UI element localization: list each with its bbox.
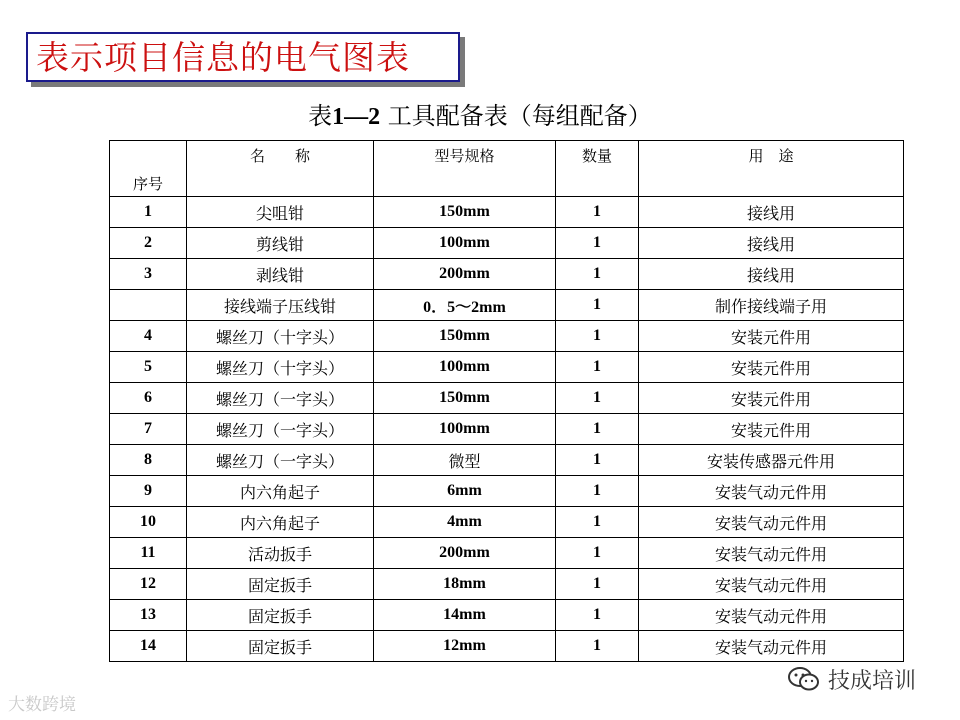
cell-no: 10 bbox=[110, 507, 187, 538]
table-caption-number: 1—2 bbox=[332, 104, 381, 130]
cell-no: 11 bbox=[110, 538, 187, 569]
header-no: 序号 bbox=[110, 141, 187, 197]
watermark-right-text: 技成培训 bbox=[828, 668, 917, 694]
cell-no: 1 bbox=[110, 197, 187, 228]
cell-use: 安装元件用 bbox=[639, 383, 904, 414]
cell-qty: 1 bbox=[556, 569, 639, 600]
cell-qty: 1 bbox=[556, 414, 639, 445]
cell-qty: 1 bbox=[556, 290, 639, 321]
cell-use: 安装传感器元件用 bbox=[639, 445, 904, 476]
cell-qty: 1 bbox=[556, 352, 639, 383]
table-caption bbox=[0, 100, 960, 133]
cell-use: 接线用 bbox=[639, 228, 904, 259]
cell-no: 5 bbox=[110, 352, 187, 383]
cell-no: 9 bbox=[110, 476, 187, 507]
table-row bbox=[110, 228, 904, 259]
watermark-left: 大数跨境 bbox=[8, 695, 76, 715]
table-row bbox=[110, 259, 904, 290]
cell-qty: 1 bbox=[556, 476, 639, 507]
cell-use: 接线用 bbox=[639, 197, 904, 228]
cell-name: 剥线钳 bbox=[187, 259, 374, 290]
table-row bbox=[110, 383, 904, 414]
cell-spec: 微型 bbox=[374, 445, 556, 476]
cell-spec: 100mm bbox=[374, 352, 556, 383]
cell-qty: 1 bbox=[556, 259, 639, 290]
header-qty: 数量 bbox=[556, 141, 639, 197]
cell-spec: 14mm bbox=[374, 600, 556, 631]
watermark-right bbox=[786, 664, 916, 694]
cell-spec: 150mm bbox=[374, 383, 556, 414]
cell-name: 螺丝刀（一字头） bbox=[187, 445, 374, 476]
table-row bbox=[110, 197, 904, 228]
cell-use: 安装元件用 bbox=[639, 414, 904, 445]
table-row bbox=[110, 414, 904, 445]
tools-table bbox=[109, 140, 904, 662]
cell-name: 内六角起子 bbox=[187, 507, 374, 538]
cell-name: 螺丝刀（十字头） bbox=[187, 352, 374, 383]
table-row bbox=[110, 600, 904, 631]
header-use: 用 途 bbox=[639, 141, 904, 197]
cell-name: 螺丝刀（十字头） bbox=[187, 321, 374, 352]
cell-name: 螺丝刀（一字头） bbox=[187, 414, 374, 445]
cell-use: 安装气动元件用 bbox=[639, 631, 904, 662]
cell-spec: 18mm bbox=[374, 569, 556, 600]
cell-qty: 1 bbox=[556, 197, 639, 228]
cell-name: 固定扳手 bbox=[187, 631, 374, 662]
slide-title: 表示项目信息的电气图表 bbox=[36, 38, 410, 77]
cell-use: 安装气动元件用 bbox=[639, 538, 904, 569]
cell-spec: 4mm bbox=[374, 507, 556, 538]
cell-qty: 1 bbox=[556, 507, 639, 538]
cell-name: 活动扳手 bbox=[187, 538, 374, 569]
cell-no: 4 bbox=[110, 321, 187, 352]
cell-name: 接线端子压线钳 bbox=[187, 290, 374, 321]
cell-use: 安装气动元件用 bbox=[639, 507, 904, 538]
cell-spec: 150mm bbox=[374, 321, 556, 352]
wechat-icon bbox=[786, 665, 822, 693]
cell-no: 14 bbox=[110, 631, 187, 662]
table-caption-prefix: 表 bbox=[308, 102, 333, 130]
cell-use: 安装气动元件用 bbox=[639, 600, 904, 631]
cell-name: 螺丝刀（一字头） bbox=[187, 383, 374, 414]
cell-no: 8 bbox=[110, 445, 187, 476]
cell-spec: 200mm bbox=[374, 259, 556, 290]
cell-spec: 12mm bbox=[374, 631, 556, 662]
table-row bbox=[110, 507, 904, 538]
table-row bbox=[110, 631, 904, 662]
cell-use: 安装元件用 bbox=[639, 352, 904, 383]
cell-use: 安装气动元件用 bbox=[639, 476, 904, 507]
cell-spec: 0．5～2mm bbox=[374, 290, 556, 321]
cell-no: 12 bbox=[110, 569, 187, 600]
header-spec: 型号规格 bbox=[374, 141, 556, 197]
cell-spec: 6mm bbox=[374, 476, 556, 507]
table-row bbox=[110, 445, 904, 476]
cell-spec: 100mm bbox=[374, 414, 556, 445]
cell-no: 13 bbox=[110, 600, 187, 631]
cell-name: 固定扳手 bbox=[187, 600, 374, 631]
cell-qty: 1 bbox=[556, 445, 639, 476]
table-row bbox=[110, 290, 904, 321]
cell-spec: 200mm bbox=[374, 538, 556, 569]
cell-use: 制作接线端子用 bbox=[639, 290, 904, 321]
cell-spec: 150mm bbox=[374, 197, 556, 228]
cell-spec: 100mm bbox=[374, 228, 556, 259]
cell-use: 安装元件用 bbox=[639, 321, 904, 352]
header-name: 名 称 bbox=[187, 141, 374, 197]
table-row bbox=[110, 538, 904, 569]
slide-title-box bbox=[26, 32, 460, 82]
cell-qty: 1 bbox=[556, 228, 639, 259]
cell-qty: 1 bbox=[556, 383, 639, 414]
cell-qty: 1 bbox=[556, 631, 639, 662]
table-caption-rest: 工具配备表（每组配备） bbox=[380, 102, 652, 130]
cell-no: 7 bbox=[110, 414, 187, 445]
cell-no: 3 bbox=[110, 259, 187, 290]
table-row bbox=[110, 321, 904, 352]
cell-no: 6 bbox=[110, 383, 187, 414]
cell-use: 安装气动元件用 bbox=[639, 569, 904, 600]
cell-qty: 1 bbox=[556, 538, 639, 569]
cell-name: 尖咀钳 bbox=[187, 197, 374, 228]
cell-qty: 1 bbox=[556, 321, 639, 352]
table-row bbox=[110, 476, 904, 507]
cell-qty: 1 bbox=[556, 600, 639, 631]
cell-name: 剪线钳 bbox=[187, 228, 374, 259]
cell-no bbox=[110, 290, 187, 321]
cell-name: 固定扳手 bbox=[187, 569, 374, 600]
table-header-row bbox=[110, 141, 904, 197]
cell-no: 2 bbox=[110, 228, 187, 259]
cell-name: 内六角起子 bbox=[187, 476, 374, 507]
table-row bbox=[110, 352, 904, 383]
cell-use: 接线用 bbox=[639, 259, 904, 290]
table-row bbox=[110, 569, 904, 600]
